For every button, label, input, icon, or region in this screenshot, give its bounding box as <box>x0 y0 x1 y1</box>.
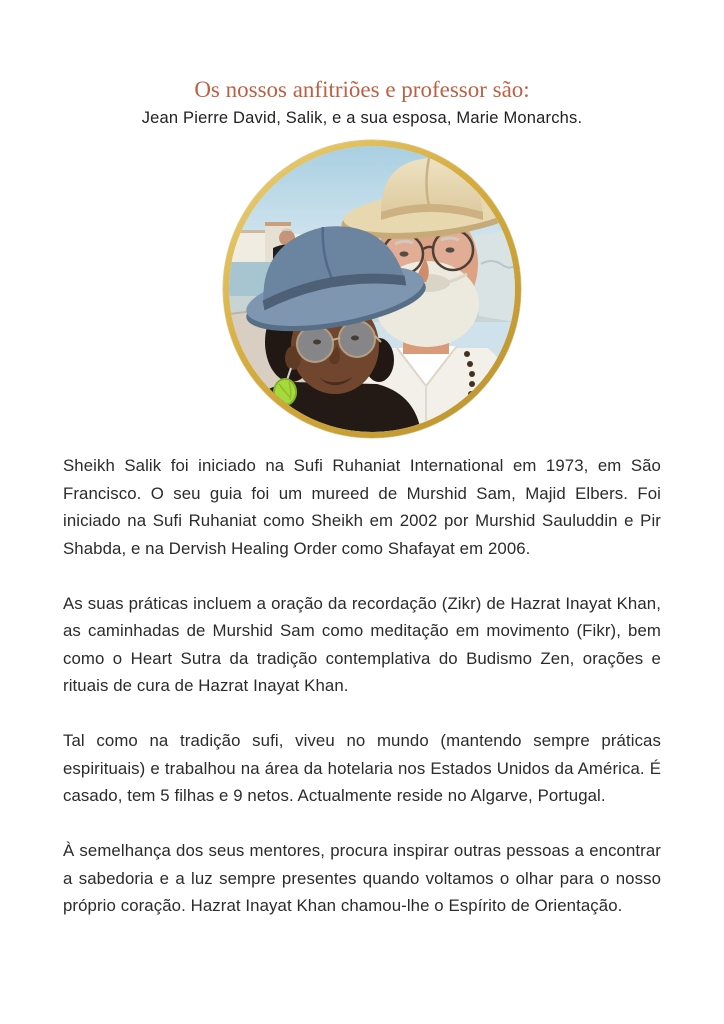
page-title: Os nossos anfitriões e professor são: <box>194 77 530 102</box>
bio-paragraph-3: Tal como na tradição sufi, viveu no mundo (mantendo sempre práticas espirituais) e trabalhou na área da hotelaria nos Estados Unidos da América. É casado, tem 5 filhas e 9 netos. Actualmente reside no Algarve, Portugal. <box>63 731 661 805</box>
bio-paragraph-4: À semelhança dos seus mentores, procura inspirar outras pessoas a encontrar a sabedoria e a luz sempre presentes quando voltamos o olhar para o nosso próprio coração. Hazrat Inayat Khan chamou-lhe o Espírito de Orientação. <box>63 841 661 915</box>
bio-paragraph-1: Sheikh Salik foi iniciado na Sufi Ruhaniat International em 1973, em São Francisco. O seu guia foi um mureed de Murshid Sam, Majid Elbers. Foi iniciado na Sufi Ruhaniat como Sheikh em 2002 por Murshid Sauluddin e Pir Shabda, e na Dervish Healing Order como Shafayat em 2006. <box>63 456 661 558</box>
host-photo-frame <box>223 140 521 438</box>
host-couple-illustration <box>229 146 515 432</box>
bio-paragraph-2: As suas práticas incluem a oração da recordação (Zikr) de Hazrat Inayat Khan, as caminhadas de Murshid Sam como meditação em movimento (Fikr), bem como o Heart Sutra da tradição contemplativa do Budismo Zen, orações e rituais de cura de Hazrat Inayat Khan. <box>63 593 661 695</box>
page-subtitle: Jean Pierre David, Salik, e a sua esposa, Marie Monarchs. <box>141 109 583 127</box>
biography-text <box>63 452 661 920</box>
host-couple-photo <box>229 146 515 432</box>
